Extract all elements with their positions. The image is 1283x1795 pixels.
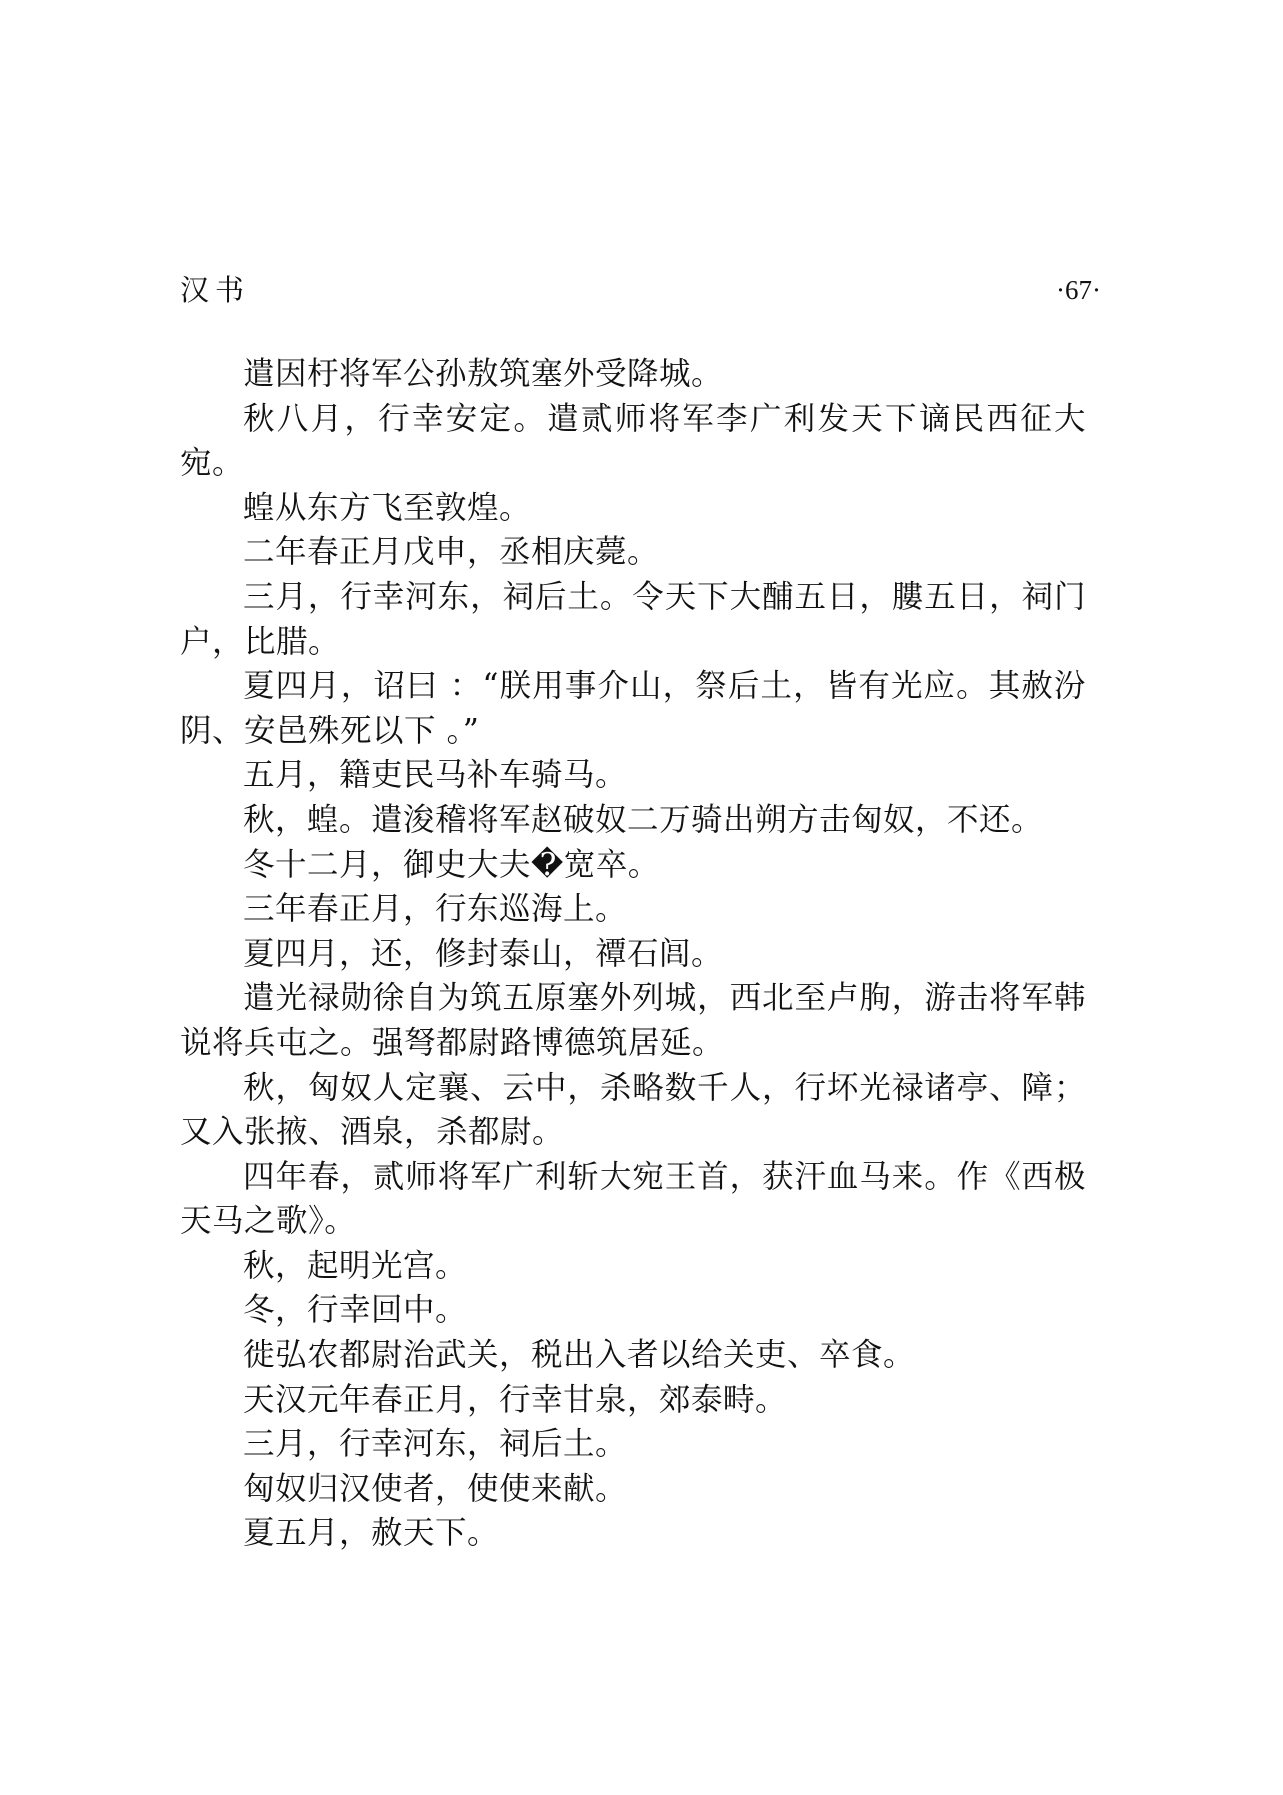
paragraph: 遣光禄勋徐自为筑五原塞外列城，西北至卢朐，游击将军韩说将兵屯之。强弩都尉路博德筑居延。 (180, 980, 1086, 1061)
paragraph: 四年春，贰师将军广利斩大宛王首，获汗血马来。作《西极天马之歌》。 (180, 1158, 1086, 1240)
paragraph: 夏四月，还，修封泰山，禫石闾。 (243, 935, 724, 972)
book-title: 汉书 (180, 273, 251, 307)
paragraph: 遣因杅将军公孙敖筑塞外受降城。 (243, 356, 724, 392)
paragraph: 冬，行幸回中。 (243, 1292, 468, 1329)
paragraph: 秋，起明光宫。 (243, 1247, 468, 1284)
paragraph: 五月，籍吏民马补车骑马。 (243, 757, 628, 794)
paragraph: 二年春正月戊申，丞相庆薨。 (243, 534, 660, 571)
paragraph: 三月，行幸河东，祠后土。 (243, 1426, 628, 1463)
paragraph: 秋，匈奴人定襄、云中，杀略数千人，行坏光禄诸亭、障；又入张掖、酒泉，杀都尉。 (180, 1069, 1086, 1151)
paragraph: 冬十二月，御史大夫�宽卒。 (243, 846, 660, 883)
paragraph: 匈奴归汉使者，使使来献。 (243, 1470, 628, 1507)
paragraph: 天汉元年春正月，行幸甘泉，郊泰畤。 (243, 1381, 788, 1418)
paragraph: 三月，行幸河东，祠后土。令天下大酺五日，膢五日，祠门户，比腊。 (180, 578, 1086, 660)
paragraph: 秋八月，行幸安定。遣贰师将军李广利发天下谪民西征大宛。 (180, 400, 1086, 482)
paragraph: 夏五月，赦天下。 (243, 1515, 500, 1552)
page-number: ·67· (1056, 275, 1101, 305)
paragraph: 夏四月，诏曰 ：“朕用事介山，祭后土，皆有光应。其赦汾阴、安邑殊死以下 。” (180, 668, 1086, 749)
paragraph: 秋，蝗。遣浚稽将军赵破奴二万骑出朔方击匈奴，不还。 (243, 801, 1044, 838)
paragraph: 徙弘农都尉治武关，税出入者以给关吏、卒食。 (243, 1337, 916, 1374)
paragraph: 三年春正月，行东巡海上。 (243, 891, 628, 928)
paragraph: 蝗从东方飞至敦煌。 (243, 489, 532, 526)
page-header (180, 268, 1101, 312)
body-text (180, 352, 1086, 1556)
